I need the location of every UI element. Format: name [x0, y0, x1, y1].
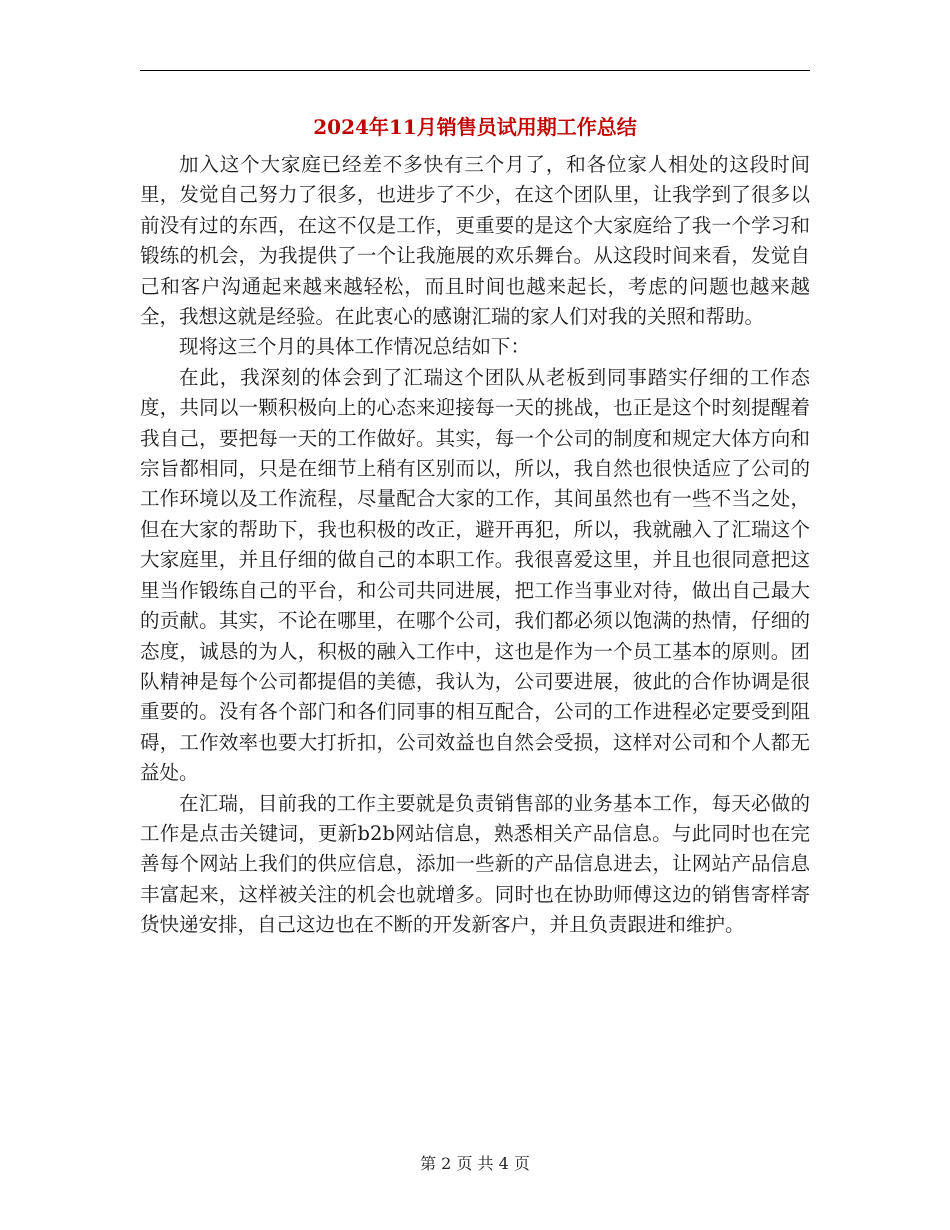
page-number-footer: 第 2 页 共 4 页 — [420, 1154, 530, 1173]
header-rule — [140, 70, 810, 71]
document-body — [140, 150, 810, 941]
paragraph-summary-lead: 现将这三个月的具体工作情况总结如下： — [179, 335, 531, 359]
paragraph-team-attitude: 在此，我深刻的体会到了汇瑞这个团队从老板到同事踏实仔细的工作态度，共同以一颗积极向上的心态来迎接每一天的挑战，也正是这个时刻提醒着我自己，要把每一天的工作做好。其实，每一个公司的制度和规定大体方向和宗旨都相同，只是在细节上稍有区别而以，所以，我自然也很快适应了公司的工作环境以及工作流程，尽量配合大家的工作，其间虽然也有一些不当之处，但在大家的帮助下，我也积极的改正，避开再犯，所以，我就融入了汇瑞这个大家庭里，并且仔细的做自己的本职工作。我很喜爱这里，并且也很同意把这里当作锻练自己的平台，和公司共同进展，把工作当事业对待，做出自己最大的贡献。其实，不论在哪里，在哪个公司，我们都必须以饱满的热情，仔细的态度，诚恳的为人，积极的融入工作中，这也是作为一个员工基本的原则。团队精神是每个公司都提倡的美德，我认为，公司要进展，彼此的合作协调是很重要的。没有各个部门和各们同事的相互配合，公司的工作进程必定要受到阻碍，工作效率也要大打折扣，公司效益也自然会受损，这样对公司和个人都无益处。 — [140, 365, 810, 785]
paragraph-intro: 加入这个大家庭已经差不多快有三个月了，和各位家人相处的这段时间里，发觉自己努力了很多，也进步了不少，在这个团队里，让我学到了很多以前没有过的东西，在这不仅是工作，更重要的是这个大家庭给了我一个学习和锻练的机会，为我提供了一个让我施展的欢乐舞台。从这段时间来看，发觉自己和客户沟通起来越来越轻松，而且时间也越来起长，考虑的问题也越来越全，我想这就是经验。在此衷心的感谢汇瑞的家人们对我的关照和帮助。 — [140, 153, 810, 329]
document-title: 2024年11月销售员试用期工作总结 — [313, 115, 637, 139]
paragraph-current-work: 在汇瑞，目前我的工作主要就是负责销售部的业务基本工作，每天必做的工作是点击关键词，更新b2b网站信息，熟悉相关产品信息。与此同时也在完善每个网站上我们的供应信息，添加一些新的产品信息进去，让网站产品信息丰富起来，这样被关注的机会也就增多。同时也在协助师傅这边的销售寄样寄货快递安排，自己这边也在不断的开发新客户，并且负责跟进和维护。 — [140, 791, 810, 937]
